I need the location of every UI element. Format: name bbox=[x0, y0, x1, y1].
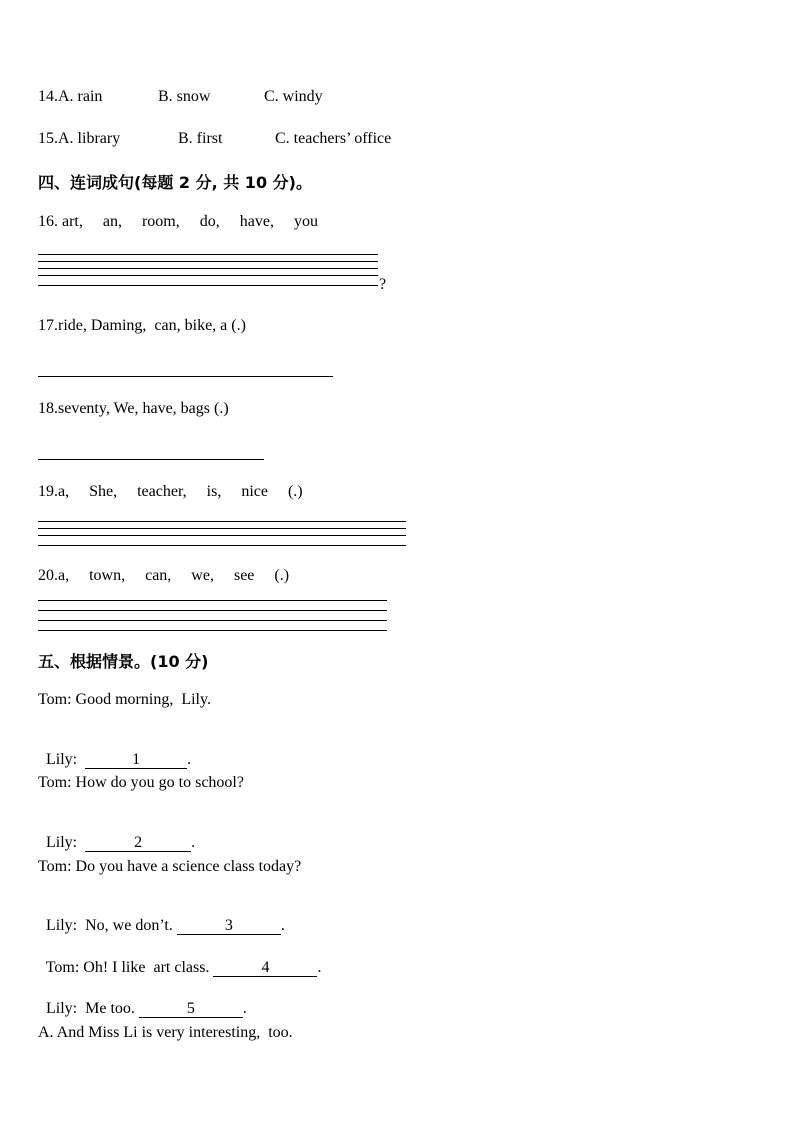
question-19: 19.a, She, teacher, is, nice (.) bbox=[38, 483, 303, 500]
question-number: 14. bbox=[38, 88, 58, 105]
answer-line bbox=[38, 521, 406, 522]
blank-3[interactable]: 3 bbox=[177, 918, 281, 935]
answer-line bbox=[38, 261, 378, 262]
question-18: 18.seventy, We, have, bags (.) bbox=[38, 400, 229, 417]
section-5-title: 五、根据情景。(10 分) bbox=[38, 652, 209, 671]
speaker-text: Lily: bbox=[46, 751, 86, 768]
answer-line bbox=[38, 620, 387, 621]
period: . bbox=[242, 1000, 247, 1017]
answer-line bbox=[38, 275, 378, 276]
period: . bbox=[191, 834, 196, 851]
answer-option-a: A. And Miss Li is very interesting, too. bbox=[38, 1024, 293, 1041]
speaker-text: Lily: No, we don’t. bbox=[46, 917, 177, 934]
question-14 bbox=[38, 88, 323, 106]
dialogue-line-6 bbox=[38, 899, 285, 935]
question-16: 16. art, an, room, do, have, you bbox=[38, 213, 318, 230]
question-15 bbox=[38, 130, 392, 148]
answer-line bbox=[38, 528, 406, 529]
option-c: C. windy bbox=[264, 88, 323, 105]
answer-line bbox=[38, 459, 264, 460]
section-4-title: 四、连词成句(每题 2 分, 共 10 分)。 bbox=[38, 173, 312, 192]
option-b: B. first bbox=[178, 130, 223, 147]
question-number: 15. bbox=[38, 130, 58, 147]
speaker-text: Lily: bbox=[46, 834, 86, 851]
dialogue-line-3: Tom: How do you go to school? bbox=[38, 774, 244, 791]
dialogue-line-1: Tom: Good morning, Lily. bbox=[38, 691, 211, 708]
answer-line bbox=[38, 545, 406, 546]
blank-4[interactable]: 4 bbox=[213, 960, 317, 977]
dialogue-line-5: Tom: Do you have a science class today? bbox=[38, 858, 302, 875]
question-mark: ? bbox=[379, 276, 387, 293]
answer-line bbox=[38, 630, 387, 631]
period: . bbox=[280, 917, 285, 934]
option-b: B. snow bbox=[158, 88, 211, 105]
blank-5[interactable]: 5 bbox=[139, 1001, 243, 1018]
blank-2[interactable]: 2 bbox=[85, 835, 191, 852]
speaker-text: Tom: Oh! I like art class. bbox=[45, 959, 214, 976]
blank-1[interactable]: 1 bbox=[85, 752, 187, 769]
answer-line bbox=[38, 535, 406, 536]
period: . bbox=[317, 959, 322, 976]
speaker-text: Lily: Me too. bbox=[46, 1000, 139, 1017]
answer-line bbox=[38, 268, 378, 269]
dialogue-line-7 bbox=[38, 941, 321, 977]
option-c: C. teachers’ office bbox=[275, 130, 392, 147]
question-20: 20.a, town, can, we, see (.) bbox=[38, 567, 290, 584]
question-17: 17.ride, Daming, can, bike, a (.) bbox=[38, 317, 246, 334]
answer-line bbox=[38, 285, 378, 286]
period: . bbox=[187, 751, 192, 768]
option-a: A. rain bbox=[58, 88, 103, 105]
answer-line bbox=[38, 600, 387, 601]
answer-line bbox=[38, 254, 378, 255]
option-a: A. library bbox=[58, 130, 121, 147]
dialogue-line-8 bbox=[38, 982, 247, 1018]
dialogue-line-4 bbox=[38, 816, 195, 852]
dialogue-line-2 bbox=[38, 733, 191, 769]
answer-line bbox=[38, 376, 333, 377]
answer-line bbox=[38, 610, 387, 611]
